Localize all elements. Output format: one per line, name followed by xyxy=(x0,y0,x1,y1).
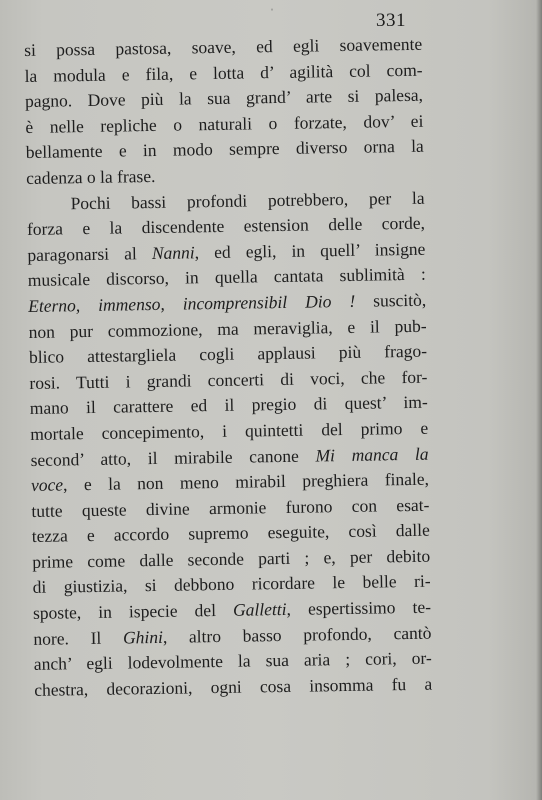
text-segment: pagno. Dove più la sua grand’ arte si palesa, xyxy=(24,84,424,112)
text-segment: di giustizia, si debbono ricordare le belle ri- xyxy=(32,571,431,598)
text-segment: musicale discorso, in quella cantata sublimità : xyxy=(27,264,426,291)
margin-tick-mark: ˈ xyxy=(270,6,274,20)
italic-text-segment: Eterno, immenso, incomprensibil Dio ! xyxy=(28,290,356,316)
text-segment: Pochi bassi profondi potrebbero, per la xyxy=(70,187,425,213)
text-segment: forza e la discendente estension delle corde, xyxy=(26,212,426,240)
text-line xyxy=(34,672,432,704)
text-segment: paragonarsi al xyxy=(27,242,153,265)
text-segment: bellamente e in modo sempre diverso orna la xyxy=(25,136,424,163)
text-segment: mortale concepimento, i quintetti del primo e xyxy=(30,417,429,444)
text-segment: prime come dalle seconde parti ; e, per debito xyxy=(32,545,431,572)
body-text xyxy=(24,32,432,704)
page-number: 331 xyxy=(376,10,406,31)
text-segment: sposte, in ispecie del xyxy=(32,599,234,623)
text-segment: , ed egli, in quell’ insigne xyxy=(194,238,426,263)
text-segment: tutte queste divine armonie furono con esat- xyxy=(31,494,430,521)
text-segment: cadenza o la frase. xyxy=(26,165,156,188)
text-segment: nore. Il xyxy=(33,627,124,649)
text-segment: chestra, decorazioni, ogni cosa insomma fu a xyxy=(34,673,433,700)
text-segment: la modula e fila, e lotta d’ agilità col com- xyxy=(24,59,423,86)
text-segment: non pur commozione, ma meraviglia, e il pub- xyxy=(28,315,427,342)
italic-text-segment: Nanni xyxy=(151,242,195,263)
text-segment: blico attestargliela cogli applausi più frago- xyxy=(28,340,428,368)
text-segment: è nelle repliche o naturali o forzate, dov’ ei xyxy=(25,110,424,137)
text-segment: rosi. Tutti i grandi concerti di voci, che for- xyxy=(29,366,428,393)
italic-text-segment: Mi manca la xyxy=(315,443,429,465)
text-segment: tezza e accordo supremo eseguite, così dalle xyxy=(31,519,430,547)
text-segment: suscitò, xyxy=(355,289,427,311)
italic-text-segment: Ghini xyxy=(122,626,164,648)
text-segment: , espertissimo te- xyxy=(286,596,432,620)
text-segment: mano il carattere ed il pregio di quest’ im- xyxy=(29,392,428,419)
italic-text-segment: voce xyxy=(30,474,64,496)
italic-text-segment: Galletti xyxy=(232,599,287,620)
text-segment: , e la non meno mirabil preghiera finale, xyxy=(62,468,430,495)
text-segment: anch’ egli lodevolmente la sua aria ; cori, or- xyxy=(33,647,432,675)
text-segment: , altro basso profondo, cantò xyxy=(162,622,432,647)
text-segment: second’ atto, il mirabile canone xyxy=(30,444,316,470)
text-segment: si possa pastosa, soave, ed egli soavemente xyxy=(24,33,423,60)
